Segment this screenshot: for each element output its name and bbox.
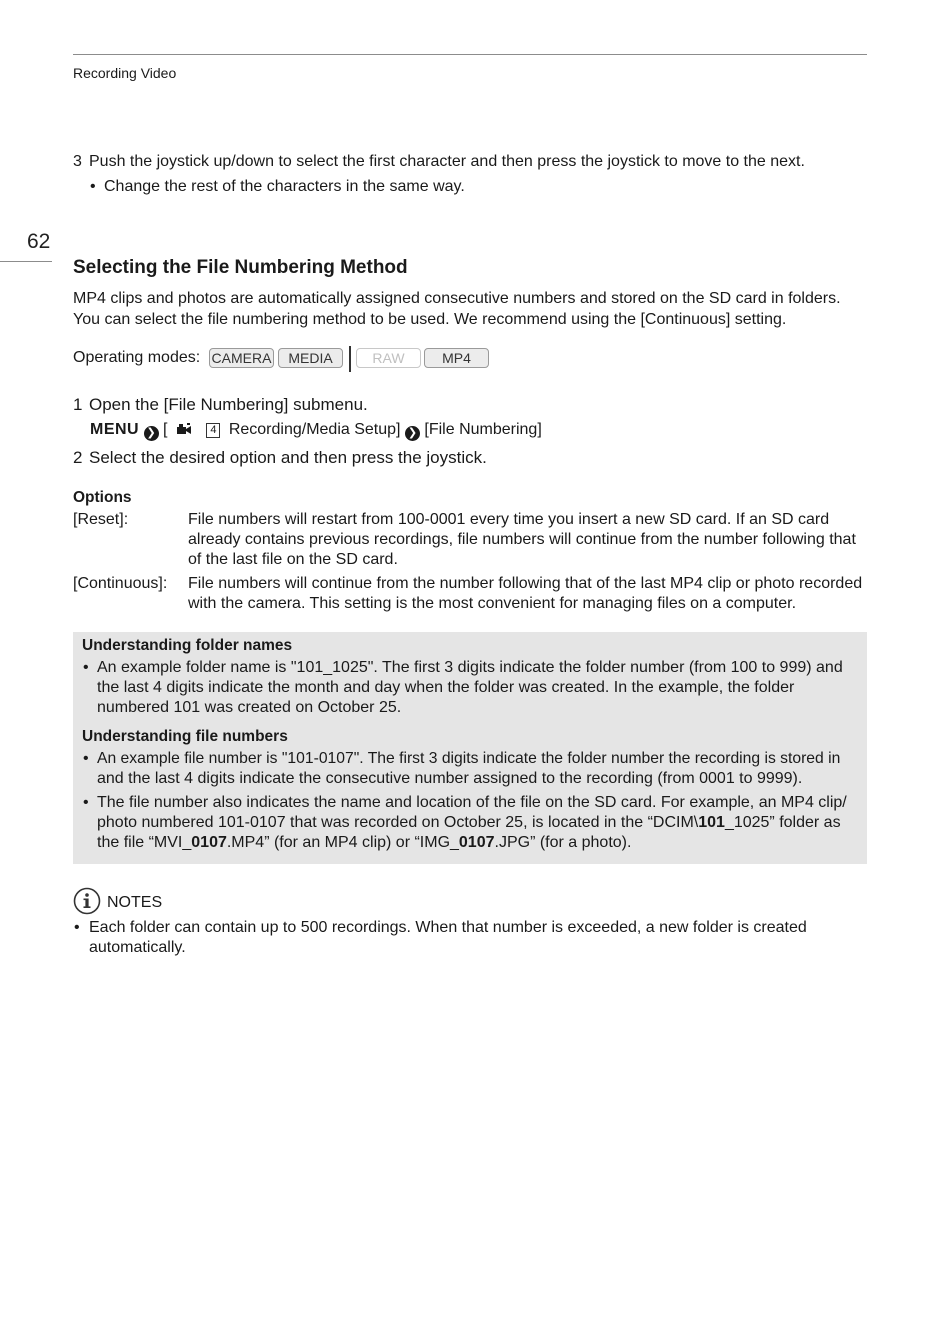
menu-path-segment: [File Numbering]: [424, 421, 542, 438]
text-run-bold: 0107: [191, 834, 227, 851]
running-header: Recording Video: [73, 65, 177, 81]
option-desc-line: with the camera. This setting is the most convenient for managing files on a computer.: [188, 595, 797, 612]
info-circle-icon: [73, 887, 101, 915]
text-run: photo numbered 101-0107 that was recorded on October 25, is located in the “DCIM\: [97, 814, 699, 831]
intro-line: You can select the file numbering method to be used. We recommend using the [Continuous] setting.: [73, 311, 787, 328]
bullet-dot: •: [83, 794, 89, 811]
text-run: .JPG” (for a photo).: [494, 834, 632, 851]
operating-modes-label: Operating modes:: [73, 349, 201, 366]
note-line: automatically.: [89, 939, 186, 956]
step-text: Open the [File Numbering] submenu.: [89, 395, 368, 414]
mode-mp4-badge: MP4: [424, 348, 489, 368]
option-desc-line: already contains previous recordings, file numbers will continue from the number following that: [188, 531, 856, 548]
info-heading-file: Understanding file numbers: [82, 728, 288, 745]
option-label-reset: [Reset]:: [73, 511, 129, 528]
info-heading-folder: Understanding folder names: [82, 637, 293, 654]
info-line: An example folder name is "101_1025". The first 3 digits indicate the folder number (from 100 to 999) and: [97, 659, 843, 676]
menu-path-segment: Recording/Media Setup]: [228, 421, 401, 438]
page-number-rule: [0, 261, 52, 262]
bullet-dot: •: [83, 659, 89, 676]
option-label-continuous: [Continuous]:: [73, 575, 168, 592]
mode-camera-badge: CAMERA: [209, 348, 274, 368]
bullet-dot: •: [83, 750, 89, 767]
step-text: Push the joystick up/down to select the first character and then press the joystick to move to the next.: [89, 153, 805, 170]
info-line: An example file number is "101-0107". The first 3 digits indicate the folder number the recording is stored in: [97, 750, 841, 767]
text-run: _1025” folder as: [724, 814, 841, 831]
info-line: the last 4 digits indicate the month and day when the folder was created. In the example, the folder: [97, 679, 795, 696]
option-desc-line: of the last file on the SD card.: [188, 551, 398, 568]
options-heading: Options: [73, 489, 132, 506]
menu-path: [90, 420, 542, 441]
mode-media-badge: MEDIA: [278, 348, 343, 368]
bullet-dot: •: [74, 919, 80, 936]
text-run-bold: 0107: [458, 834, 495, 851]
bullet-text: Change the rest of the characters in the same way.: [104, 178, 465, 195]
page-number: 62: [27, 230, 51, 253]
option-desc-line: File numbers will restart from 100-0001 every time you insert a new SD card. If an SD card: [188, 511, 830, 528]
step-text: Select the desired option and then press the joystick.: [89, 448, 487, 467]
note-line: Each folder can contain up to 500 recordings. When that number is exceeded, a new folder is created: [89, 919, 807, 936]
mode-separator: [349, 346, 351, 372]
camera-setup-icon: [176, 421, 192, 433]
intro-line: MP4 clips and photos are automatically assigned consecutive numbers and stored on the SD card in folders.: [73, 290, 841, 307]
info-line: The file number also indicates the name and location of the file on the SD card. For example, an MP4 clip/: [97, 794, 847, 811]
text-run-bold: 101: [698, 814, 725, 831]
step-number: 1: [73, 395, 83, 414]
header-rule: [73, 54, 867, 55]
info-line: [97, 833, 631, 853]
chevron-right-icon: ❯: [144, 426, 159, 441]
bullet-dot: •: [90, 178, 96, 195]
notes-title: NOTES: [107, 894, 163, 911]
text-run: .MP4” (for an MP4 clip) or “IMG_: [226, 834, 459, 851]
chevron-right-icon: ❯: [405, 426, 420, 441]
menu-page-number: 4: [206, 423, 220, 438]
info-line: and the last 4 digits indicate the consecutive number assigned to the recording (from 0001 to 9999).: [97, 770, 803, 787]
menu-word: MENU: [90, 421, 140, 438]
info-line: [97, 813, 841, 833]
section-title: Selecting the File Numbering Method: [73, 257, 408, 278]
step-number: 3: [73, 153, 82, 170]
step-number: 2: [73, 448, 83, 467]
option-desc-line: File numbers will continue from the number following that of the last MP4 clip or photo recorded: [188, 575, 863, 592]
bracket-open: [: [163, 421, 168, 438]
text-run: the file “MVI_: [97, 834, 192, 851]
mode-raw-badge: RAW: [356, 348, 421, 368]
info-line: numbered 101 was created on October 25.: [97, 699, 402, 716]
